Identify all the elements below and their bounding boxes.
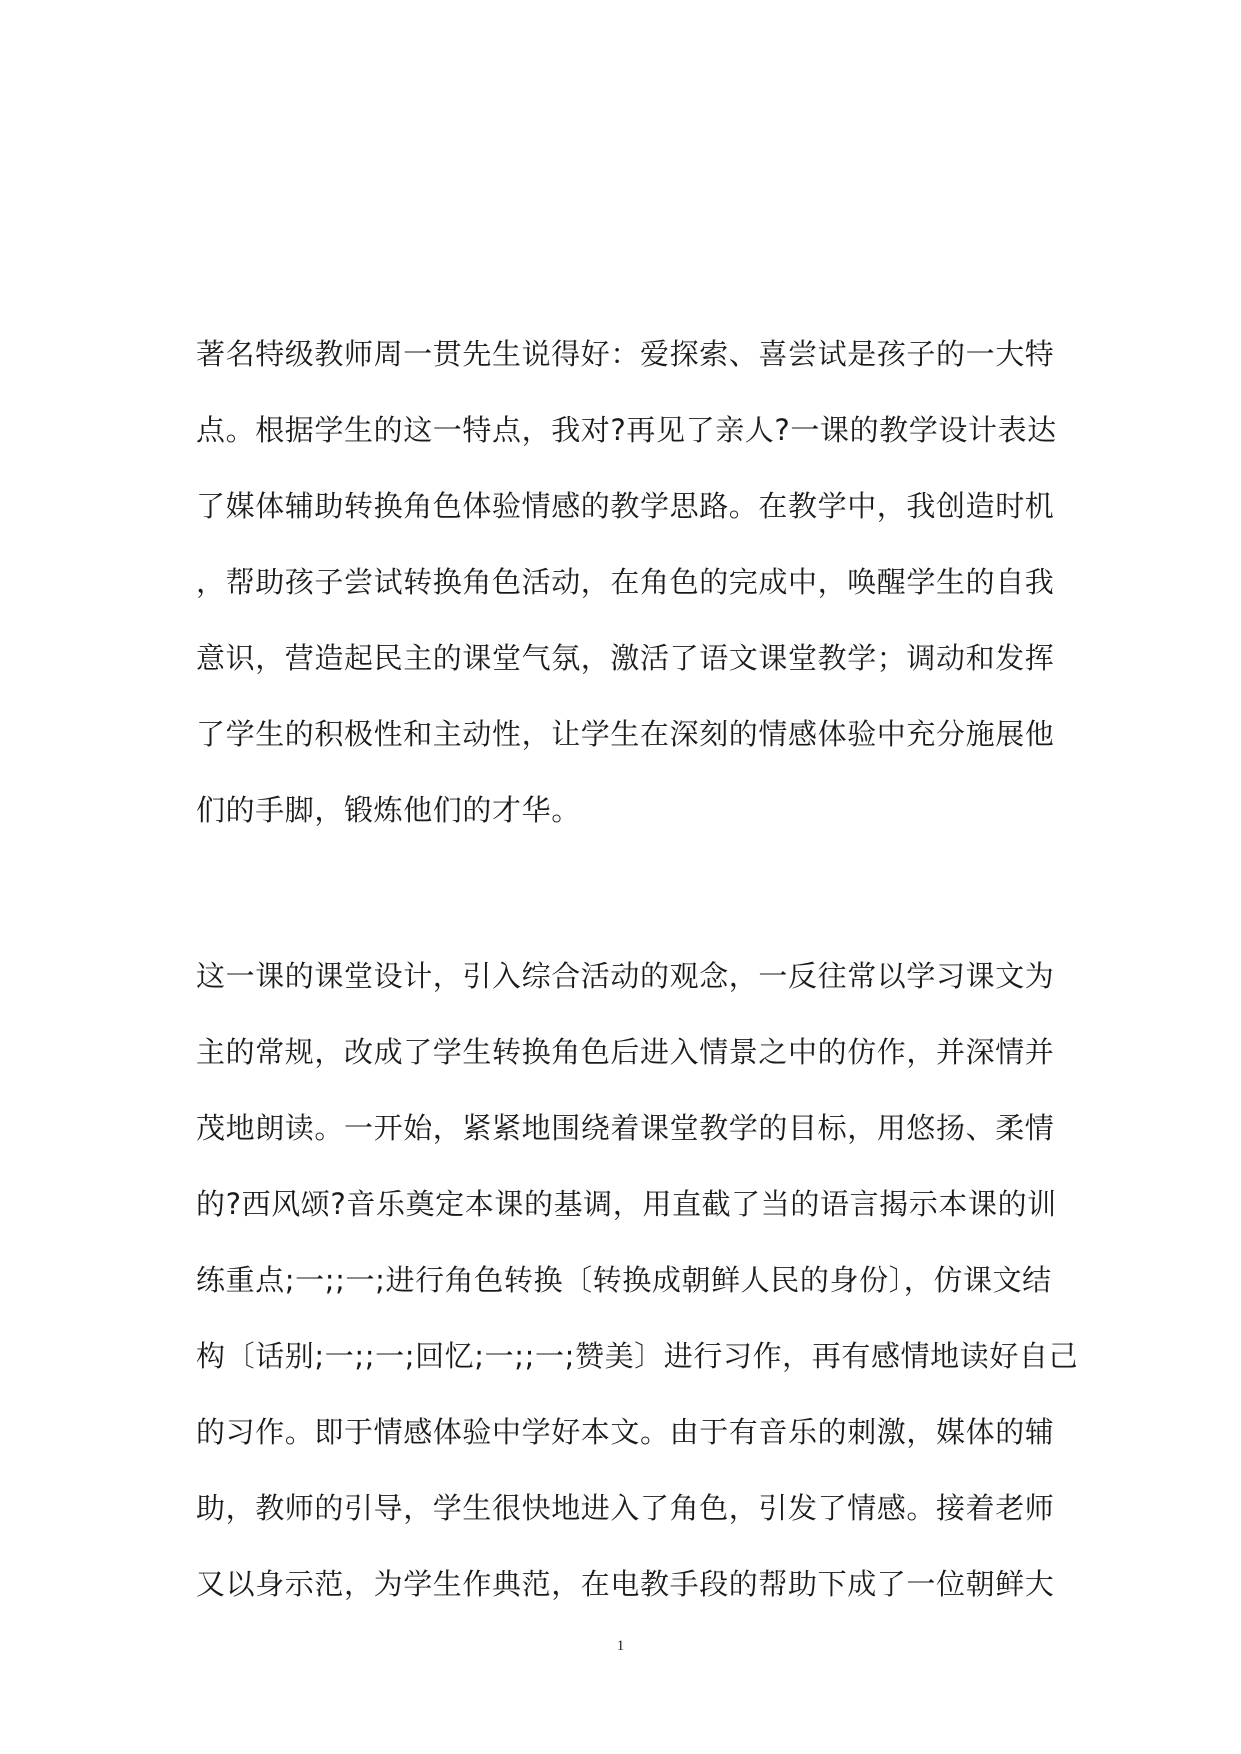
- text-line: 著名特级教师周一贯先生说得好：爱探索、喜尝试是孩子的一大特: [196, 337, 1055, 371]
- paragraph-1: [196, 316, 1057, 848]
- text-line: 了学生的积极性和主动性，让学生在深刻的情感体验中充分施展他: [196, 717, 1055, 751]
- text-line: 了媒体辅助转换角色体验情感的教学思路。在教学中，我创造时机: [196, 489, 1055, 523]
- text-line: 构〔话别;一;;一;回忆;一;;一;赞美〕进行习作，再有感情地读好自己: [196, 1339, 1079, 1373]
- text-line: 茂地朗读。一开始，紧紧地围绕着课堂教学的目标，用悠扬、柔情: [196, 1111, 1055, 1145]
- text-line: 又以身示范，为学生作典范，在电教手段的帮助下成了一位朝鲜大: [196, 1567, 1055, 1601]
- text-line: 这一课的课堂设计，引入综合活动的观念，一反往常以学习课文为: [196, 959, 1055, 993]
- text-line: 助，教师的引导，学生很快地进入了角色，引发了情感。接着老师: [196, 1491, 1055, 1525]
- text-line: 练重点;一;;一;进行角色转换〔转换成朝鲜人民的身份〕，仿课文结: [196, 1263, 1052, 1297]
- text-line: 的习作。即于情感体验中学好本文。由于有音乐的刺激，媒体的辅: [196, 1415, 1055, 1449]
- text-line: 主的常规，改成了学生转换角色后进入情景之中的仿作，并深情并: [196, 1035, 1055, 1069]
- paragraph-2: [196, 938, 1079, 1622]
- page-number: 1: [616, 1638, 625, 1654]
- text-line: ，帮助孩子尝试转换角色活动，在角色的完成中，唤醒学生的自我: [196, 565, 1055, 599]
- text-line: 的?西风颂?音乐奠定本课的基调，用直截了当的语言揭示本课的训: [196, 1187, 1057, 1221]
- text-line: 意识，营造起民主的课堂气氛，激活了语文课堂教学；调动和发挥: [196, 641, 1055, 675]
- text-line: 们的手脚，锻炼他们的才华。: [196, 793, 581, 827]
- text-line: 点。根据学生的这一特点，我对?再见了亲人?一课的教学设计表达: [196, 413, 1057, 447]
